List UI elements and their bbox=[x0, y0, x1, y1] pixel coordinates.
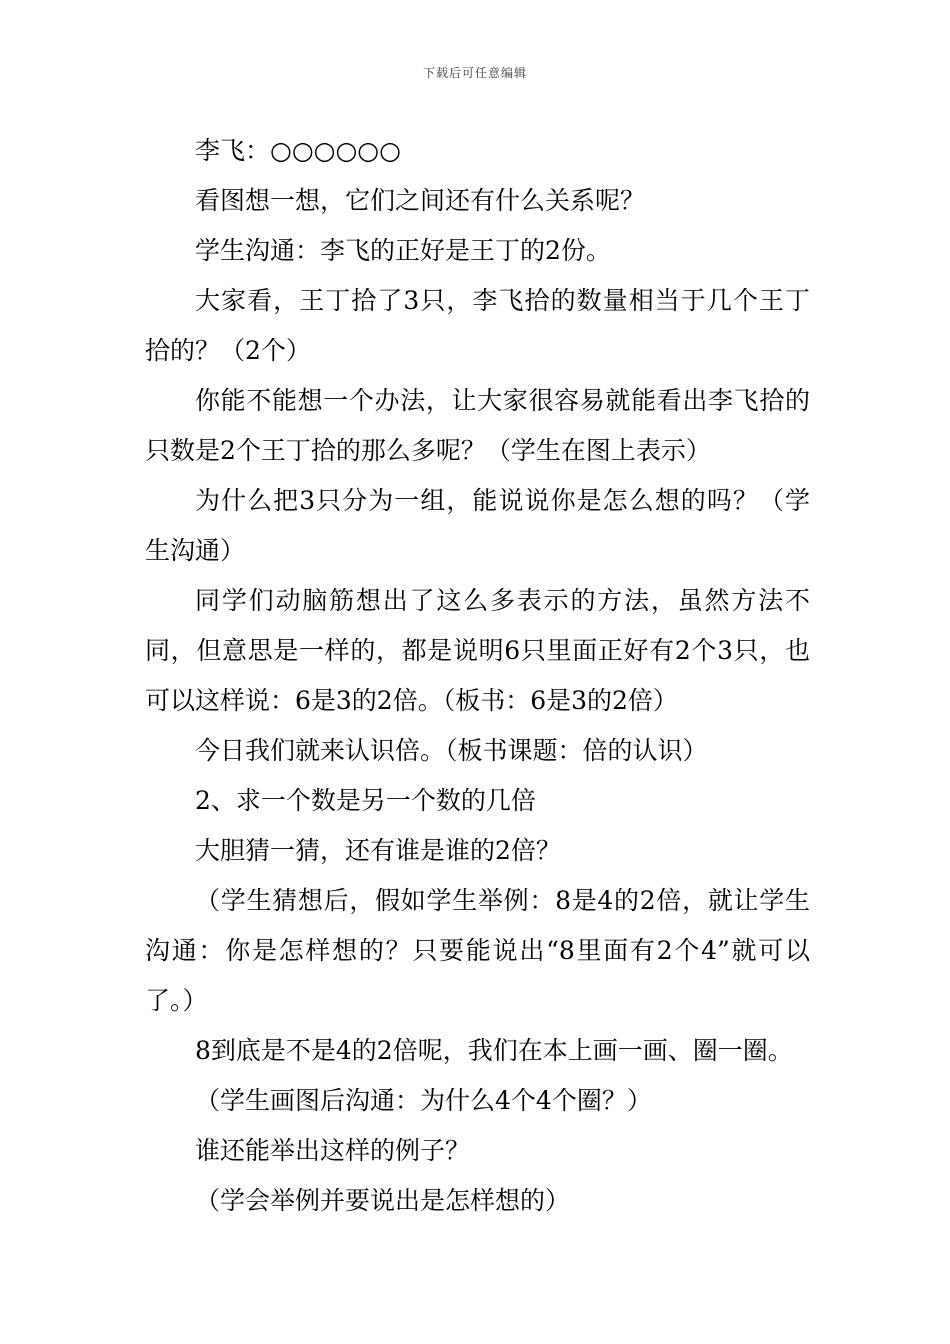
paragraph-more-examples: 谁还能举出这样的例子？ bbox=[195, 1136, 471, 1165]
paragraph-guess: 大胆猜一猜，还有谁是谁的2倍？ bbox=[195, 836, 561, 865]
paragraph-why-group-three: 为什么把3只分为一组，能说说你是怎么想的吗？（学生沟通） bbox=[145, 486, 810, 565]
paragraph-draw-circle: 8到底是不是4的2倍呢，我们在本上画一画、圈一圈。 bbox=[195, 1036, 793, 1065]
paragraph-many-methods: 同学们动脑筋想出了这么多表示的方法，虽然方法不同，但意思是一样的，都是说明6只里面正好有2个3只，也可以这样说：6是3的2倍。（板书：6是3的2倍） bbox=[145, 586, 810, 715]
document-body bbox=[145, 126, 810, 1226]
paragraph-today-learn: 今日我们就来认识倍。（板书课题：倍的认识） bbox=[195, 736, 708, 765]
paragraph-learn-examples: （学会举例并要说出是怎样想的） bbox=[195, 1186, 571, 1215]
paragraph-student-guess-example: （学生猜想后，假如学生举例：8是4的2倍，就让学生沟通：你是怎样想的？只要能说出“8里面有2个4”就可以了。） bbox=[145, 886, 810, 1015]
paragraph-wang-ding-picked: 大家看，王丁拾了3只，李飞拾的数量相当于几个王丁拾的？（2个） bbox=[145, 286, 810, 365]
paragraph-section-heading: 2、求一个数是另一个数的几倍 bbox=[195, 786, 536, 815]
paragraph-question-relation: 看图想一想，它们之间还有什么关系呢？ bbox=[195, 186, 646, 215]
page-header: 下载后可任意编辑 bbox=[422, 66, 527, 80]
paragraph-think-method: 你能不能想一个办法，让大家很容易就能看出李飞拾的只数是2个王丁拾的那么多呢？（学生在图上表示） bbox=[145, 386, 810, 465]
paragraph-li-fei-circles: 李飞：○○○○○○ bbox=[195, 136, 401, 165]
paragraph-student-communication: 学生沟通：李飞的正好是王丁的2份。 bbox=[195, 236, 611, 265]
paragraph-draw-communication: （学生画图后沟通：为什么4个4个圈？） bbox=[195, 1086, 652, 1115]
